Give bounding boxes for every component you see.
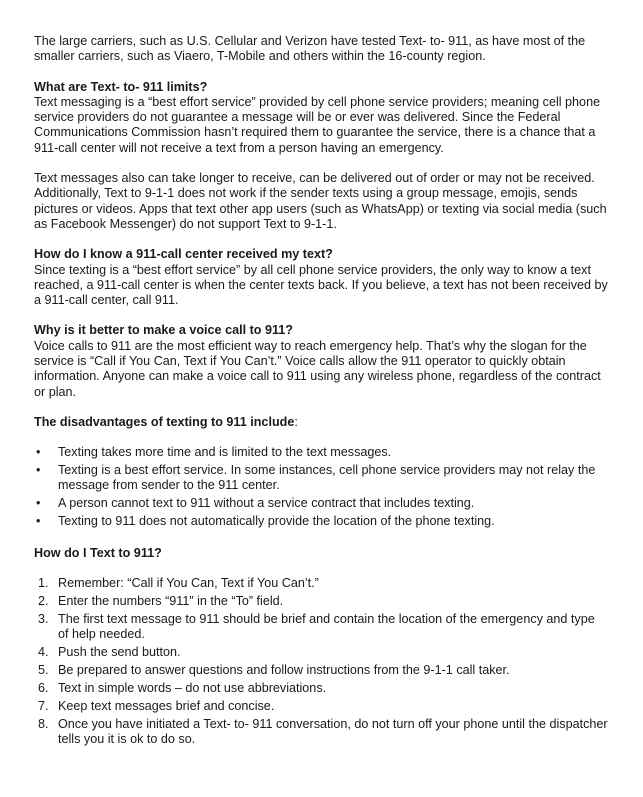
step-text: Once you have initiated a Text- to- 911 conversation, do not turn off your phone until the dispatcher tells you it is ok to do so. bbox=[58, 716, 608, 747]
list-item bbox=[34, 645, 608, 660]
limits-paragraph-2: Text messages also can take longer to receive, can be delivered out of order or may not be received. Additionally, Text to 9-1-1 does not work if the sender texts using a group message, emojis, sends pictures or videos. Apps that text other app users (such as WhatsApp) or texting via social media (such as Facebook Messenger) do not support Text to 9-1-1. bbox=[34, 171, 607, 231]
step-text: Remember: “Call if You Can, Text if You Can’t.” bbox=[58, 576, 319, 591]
step-number: 1. bbox=[38, 576, 49, 591]
limits-heading: What are Text- to- 911 limits? bbox=[34, 79, 208, 94]
list-item-text: Texting to 911 does not automatically provide the location of the phone texting. bbox=[58, 514, 495, 529]
list-item bbox=[34, 612, 608, 643]
step-number: 3. bbox=[38, 612, 49, 627]
step-text: Text in simple words – do not use abbreviations. bbox=[58, 681, 327, 696]
list-item bbox=[34, 594, 608, 609]
step-number: 8. bbox=[38, 716, 49, 731]
step-text: Push the send button. bbox=[58, 645, 181, 660]
disadvantages-list bbox=[34, 445, 608, 529]
list-item bbox=[34, 496, 608, 511]
step-text: Enter the numbers “911” in the “To” field. bbox=[58, 594, 284, 609]
list-item bbox=[34, 463, 608, 494]
limits-paragraph-1: Text messaging is a “best effort service” provided by cell phone service providers; meaning cell phone service providers do not guarantee a message will be or ever was delivered. Since the Federal Communications Commission hasn’t required them to guarantee the service, there is a chance that a 911-call center will not receive a text from a person having an emergency. bbox=[34, 94, 601, 155]
list-item bbox=[34, 717, 608, 748]
disadvantages-heading bbox=[34, 415, 608, 430]
document-page bbox=[34, 34, 608, 750]
step-number: 7. bbox=[38, 699, 49, 714]
step-number: 6. bbox=[38, 681, 49, 696]
received-paragraph: Since texting is a “best effort service” by all cell phone service providers, the only way to know a text reached, a 911-call center is when the center texts back. If you believe, a text has not been received by a 911-call center, call 911. bbox=[34, 262, 608, 308]
list-item-text: A person cannot text to 911 without a service contract that includes texting. bbox=[58, 496, 475, 511]
list-item bbox=[34, 576, 608, 591]
voice-heading: Why is it better to make a voice call to 911? bbox=[34, 323, 293, 338]
bullet-icon: • bbox=[36, 463, 41, 478]
step-number: 5. bbox=[38, 663, 49, 678]
bullet-icon: • bbox=[36, 514, 41, 529]
step-number: 2. bbox=[38, 594, 49, 609]
howto-steps-list bbox=[34, 576, 608, 747]
list-item bbox=[34, 514, 608, 529]
step-number: 4. bbox=[38, 645, 49, 660]
list-item bbox=[34, 445, 608, 460]
step-text: The first text message to 911 should be brief and contain the location of the emergency and type of help needed. bbox=[58, 612, 595, 642]
howto-heading: How do I Text to 911? bbox=[34, 546, 162, 561]
step-text: Be prepared to answer questions and follow instructions from the 9-1-1 call taker. bbox=[58, 663, 510, 678]
list-item bbox=[34, 681, 608, 696]
list-item bbox=[34, 663, 608, 678]
list-item-text: Texting is a best effort service. In some instances, cell phone service providers may not relay the message from sender to the 911 center. bbox=[58, 463, 596, 493]
list-item-text: Texting takes more time and is limited to the text messages. bbox=[58, 445, 392, 460]
list-item bbox=[34, 699, 608, 714]
disadvantages-heading-colon: : bbox=[294, 414, 298, 429]
voice-paragraph: Voice calls to 911 are the most efficient way to reach emergency help. That’s why the slogan for the service is “Call if You Can, Text if You Can’t.” Voice calls allow the 911 operator to quickly obtain information. Anyone can make a voice call to 911 using any wireless phone, regardless of the contract or plan. bbox=[34, 338, 601, 399]
received-heading: How do I know a 911-call center received my text? bbox=[34, 247, 333, 262]
step-text: Keep text messages brief and concise. bbox=[58, 699, 275, 714]
disadvantages-heading-text: The disadvantages of texting to 911 include bbox=[34, 414, 295, 429]
bullet-icon: • bbox=[36, 496, 41, 511]
intro-paragraph: The large carriers, such as U.S. Cellular and Verizon have tested Text- to- 911, as have most of the smaller carriers, such as Viaero, T-Mobile and others within the 16-county region. bbox=[34, 34, 586, 64]
bullet-icon: • bbox=[36, 445, 41, 460]
